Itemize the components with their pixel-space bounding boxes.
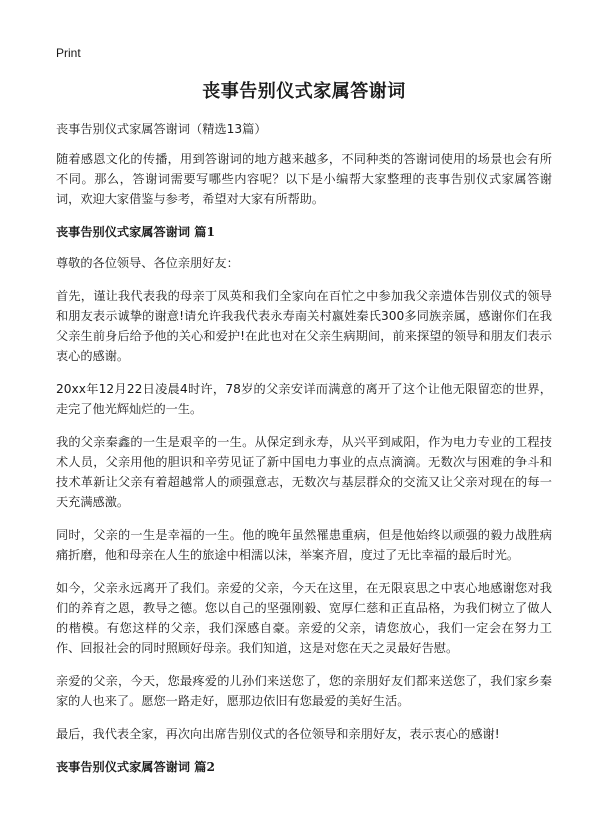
- intro-paragraph: 随着感恩文化的传播，用到答谢词的地方越来越多，不同种类的答谢词使用的场景也会有所不同。那么，答谢词需要写哪些内容呢？以下是小编帮大家整理的丧事告别仪式家属答谢词，欢迎大家借鉴与参考，希望对大家有所帮助。: [56, 152, 552, 206]
- body-paragraph: 亲爱的父亲，今天，您最疼爱的儿孙们来送您了，您的亲朋好友们都来送您了，我们家乡秦家的人也来了。愿您一路走好，愿那边依旧有您最爱的美好生活。: [56, 674, 552, 708]
- body-paragraph: 我的父亲秦鑫的一生是艰辛的一生。从保定到永寿，从兴平到咸阳，作为电力专业的工程技术人员，父亲用他的胆识和辛劳见证了新中国电力事业的点点滴滴。无数次与困难的争斗和技术革新让父亲有着超越常人的顽强意志，无数次与基层群众的交流又让父亲对现在的每一天充满感激。: [56, 435, 552, 509]
- page-title: 丧事告别仪式家属答谢词: [202, 81, 406, 102]
- document-subtitle: 丧事告别仪式家属答谢词（精选13篇）: [56, 122, 267, 136]
- body-paragraph: 20xx年12月22日凌晨4时许，78岁的父亲安详而满意的离开了这个让他无限留恋的世界，走完了他光辉灿烂的一生。: [56, 382, 552, 416]
- body-paragraph: 首先，谨让我代表我的母亲丁凤英和我们全家向在百忙之中参加我父亲遗体告别仪式的领导和朋友表示诚挚的谢意!请允许我我代表永寿南关村嬴姓秦氏300多同族亲属，感谢你们在我父亲生前身后给予他的关心和爱护!在此也对在父亲生病期间，前来探望的领导和朋友们表示衷心的感谢。: [56, 289, 552, 363]
- body-paragraph: 同时，父亲的一生是幸福的一生。他的晚年虽然罹患重病，但是他始终以顽强的毅力战胜病痛折磨，他和母亲在人生的旅途中相濡以沫，举案齐眉，度过了无比幸福的最后时光。: [56, 528, 552, 562]
- body-paragraph: 如今，父亲永远离开了我们。亲爱的父亲，今天在这里，在无限哀思之中衷心地感谢您对我们的养育之恩，教导之德。您以自己的坚强刚毅、宽厚仁慈和正直品格，为我们树立了做人的楷模。有您这样的父亲，我们深感自豪。亲爱的父亲，请您放心，我们一定会在努力工作、回报社会的同时照顾好母亲。我们知道，这是对您在天之灵最好告慰。: [56, 581, 552, 655]
- section-heading-1: 丧事告别仪式家属答谢词 篇1: [56, 225, 215, 239]
- section-heading-2: 丧事告别仪式家属答谢词 篇2: [56, 760, 215, 774]
- closing-paragraph: 最后，我代表全家，再次向出席告别仪式的各位领导和亲朋好友，表示衷心的感谢!: [56, 727, 500, 741]
- salutation-paragraph: 尊敬的各位领导、各位亲朋好友：: [56, 256, 239, 270]
- document-body: [56, 119, 552, 788]
- print-link[interactable]: Print: [56, 46, 81, 60]
